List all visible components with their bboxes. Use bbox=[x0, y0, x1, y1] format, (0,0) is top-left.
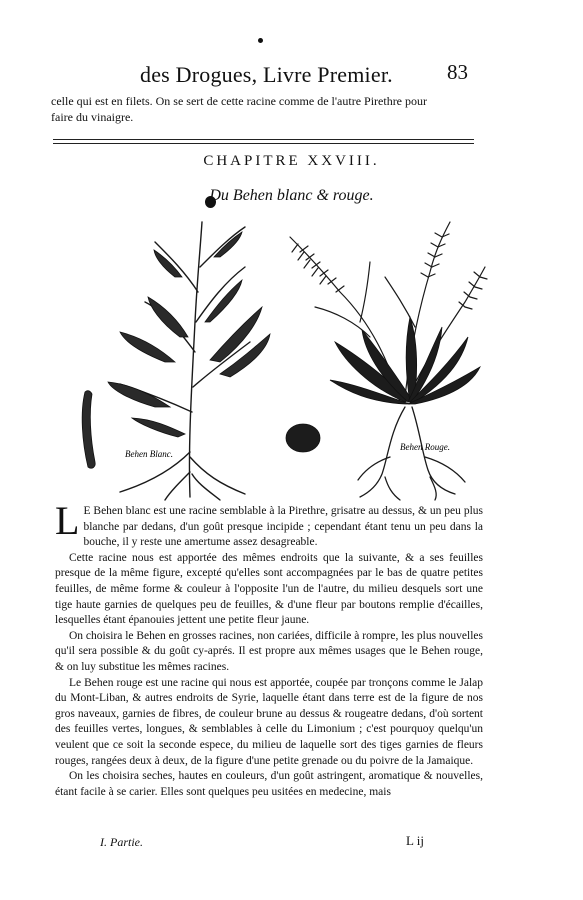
section-rule bbox=[53, 143, 474, 144]
ink-speck bbox=[258, 38, 263, 43]
section-rule bbox=[53, 139, 474, 140]
figure-label-behen-blanc: Behen Blanc. bbox=[125, 449, 173, 459]
paragraph-1-text: E Behen blanc est une racine semblable à la Pirethre, grisatre au dessus, & un peu plus blanche par dedans, d'un goût presque incipide ; cependant étant tenu un peu dans la bouche, il y reste une amertume assez desagreable. bbox=[83, 505, 483, 549]
paragraph-3: On choisira le Behen en grosses racines, non cariées, difficile à rompre, les plus nouvelles qu'il sera possible & du goût cy-aprés. Il est propre aux mêmes usages que le Behen rouge, & on luy substitue les mêmes racines. bbox=[55, 629, 483, 673]
continuation-line-1: celle qui est en filets. On se sert de cette racine comme de l'autre Pirethre pour bbox=[51, 94, 428, 108]
paragraph-1 bbox=[55, 498, 483, 551]
footer-part: I. Partie. bbox=[100, 835, 143, 849]
paragraph-5: On les choisira seches, hautes en couleurs, d'un goût astringent, aromatique & nouvelles, étant facile à se carier. Elles sont quelques peu usitées en medecine, mais bbox=[55, 770, 483, 798]
body-text bbox=[55, 498, 483, 800]
page-number: 83 bbox=[447, 60, 468, 84]
paragraph-4: Le Behen rouge est une racine qui nous est apportée, coupée par tronçons comme le Jalap du Mont-Liban, & autres endroits de Syrie, laquelle étant dans terre est de la figure de nos gros naveaux, garnies de fibres, de couleur brune au dessus & rougeatre dedans, d'où sortent des feuilles vertes, longues, & semblables à celle du Limonium ; c'est pourquoy quelqu'un veulent que ce soit la seconde espece, du milieu de laquelle sort des tiges garnies de fleurs rouges, rangées deux à deux, de la figure d'une petite grenade ou du poivre de la Jamaique. bbox=[55, 676, 483, 767]
paragraph-2: Cette racine nous est apportée des mêmes endroits que la suivante, & a ses feuilles presque de la même figure, excepté qu'elles sont accompagnées par le bas de quatre petites feuilles, de même forme & couleur à l'opposite l'un de l'autre, du milieu desquels sort une tige haute garnies de quelques peu de feuilles, & d'une fleur par boutons remplie d'écailles, lesquelles étant épanouies jettent une petite fleur jaune. bbox=[55, 551, 483, 627]
running-head: des Drogues, Livre Premier. bbox=[140, 62, 393, 87]
section-title: Du Behen blanc & rouge. bbox=[209, 187, 374, 204]
botanical-illustration bbox=[70, 212, 490, 502]
footer-signature: L ij bbox=[406, 833, 424, 848]
drop-cap: L bbox=[55, 498, 80, 543]
figure-label-behen-rouge: Behen Rouge. bbox=[400, 442, 450, 452]
continuation-line-2: faire du vinaigre. bbox=[51, 110, 134, 124]
chapter-title: CHAPITRE XXVIII. bbox=[203, 153, 380, 169]
